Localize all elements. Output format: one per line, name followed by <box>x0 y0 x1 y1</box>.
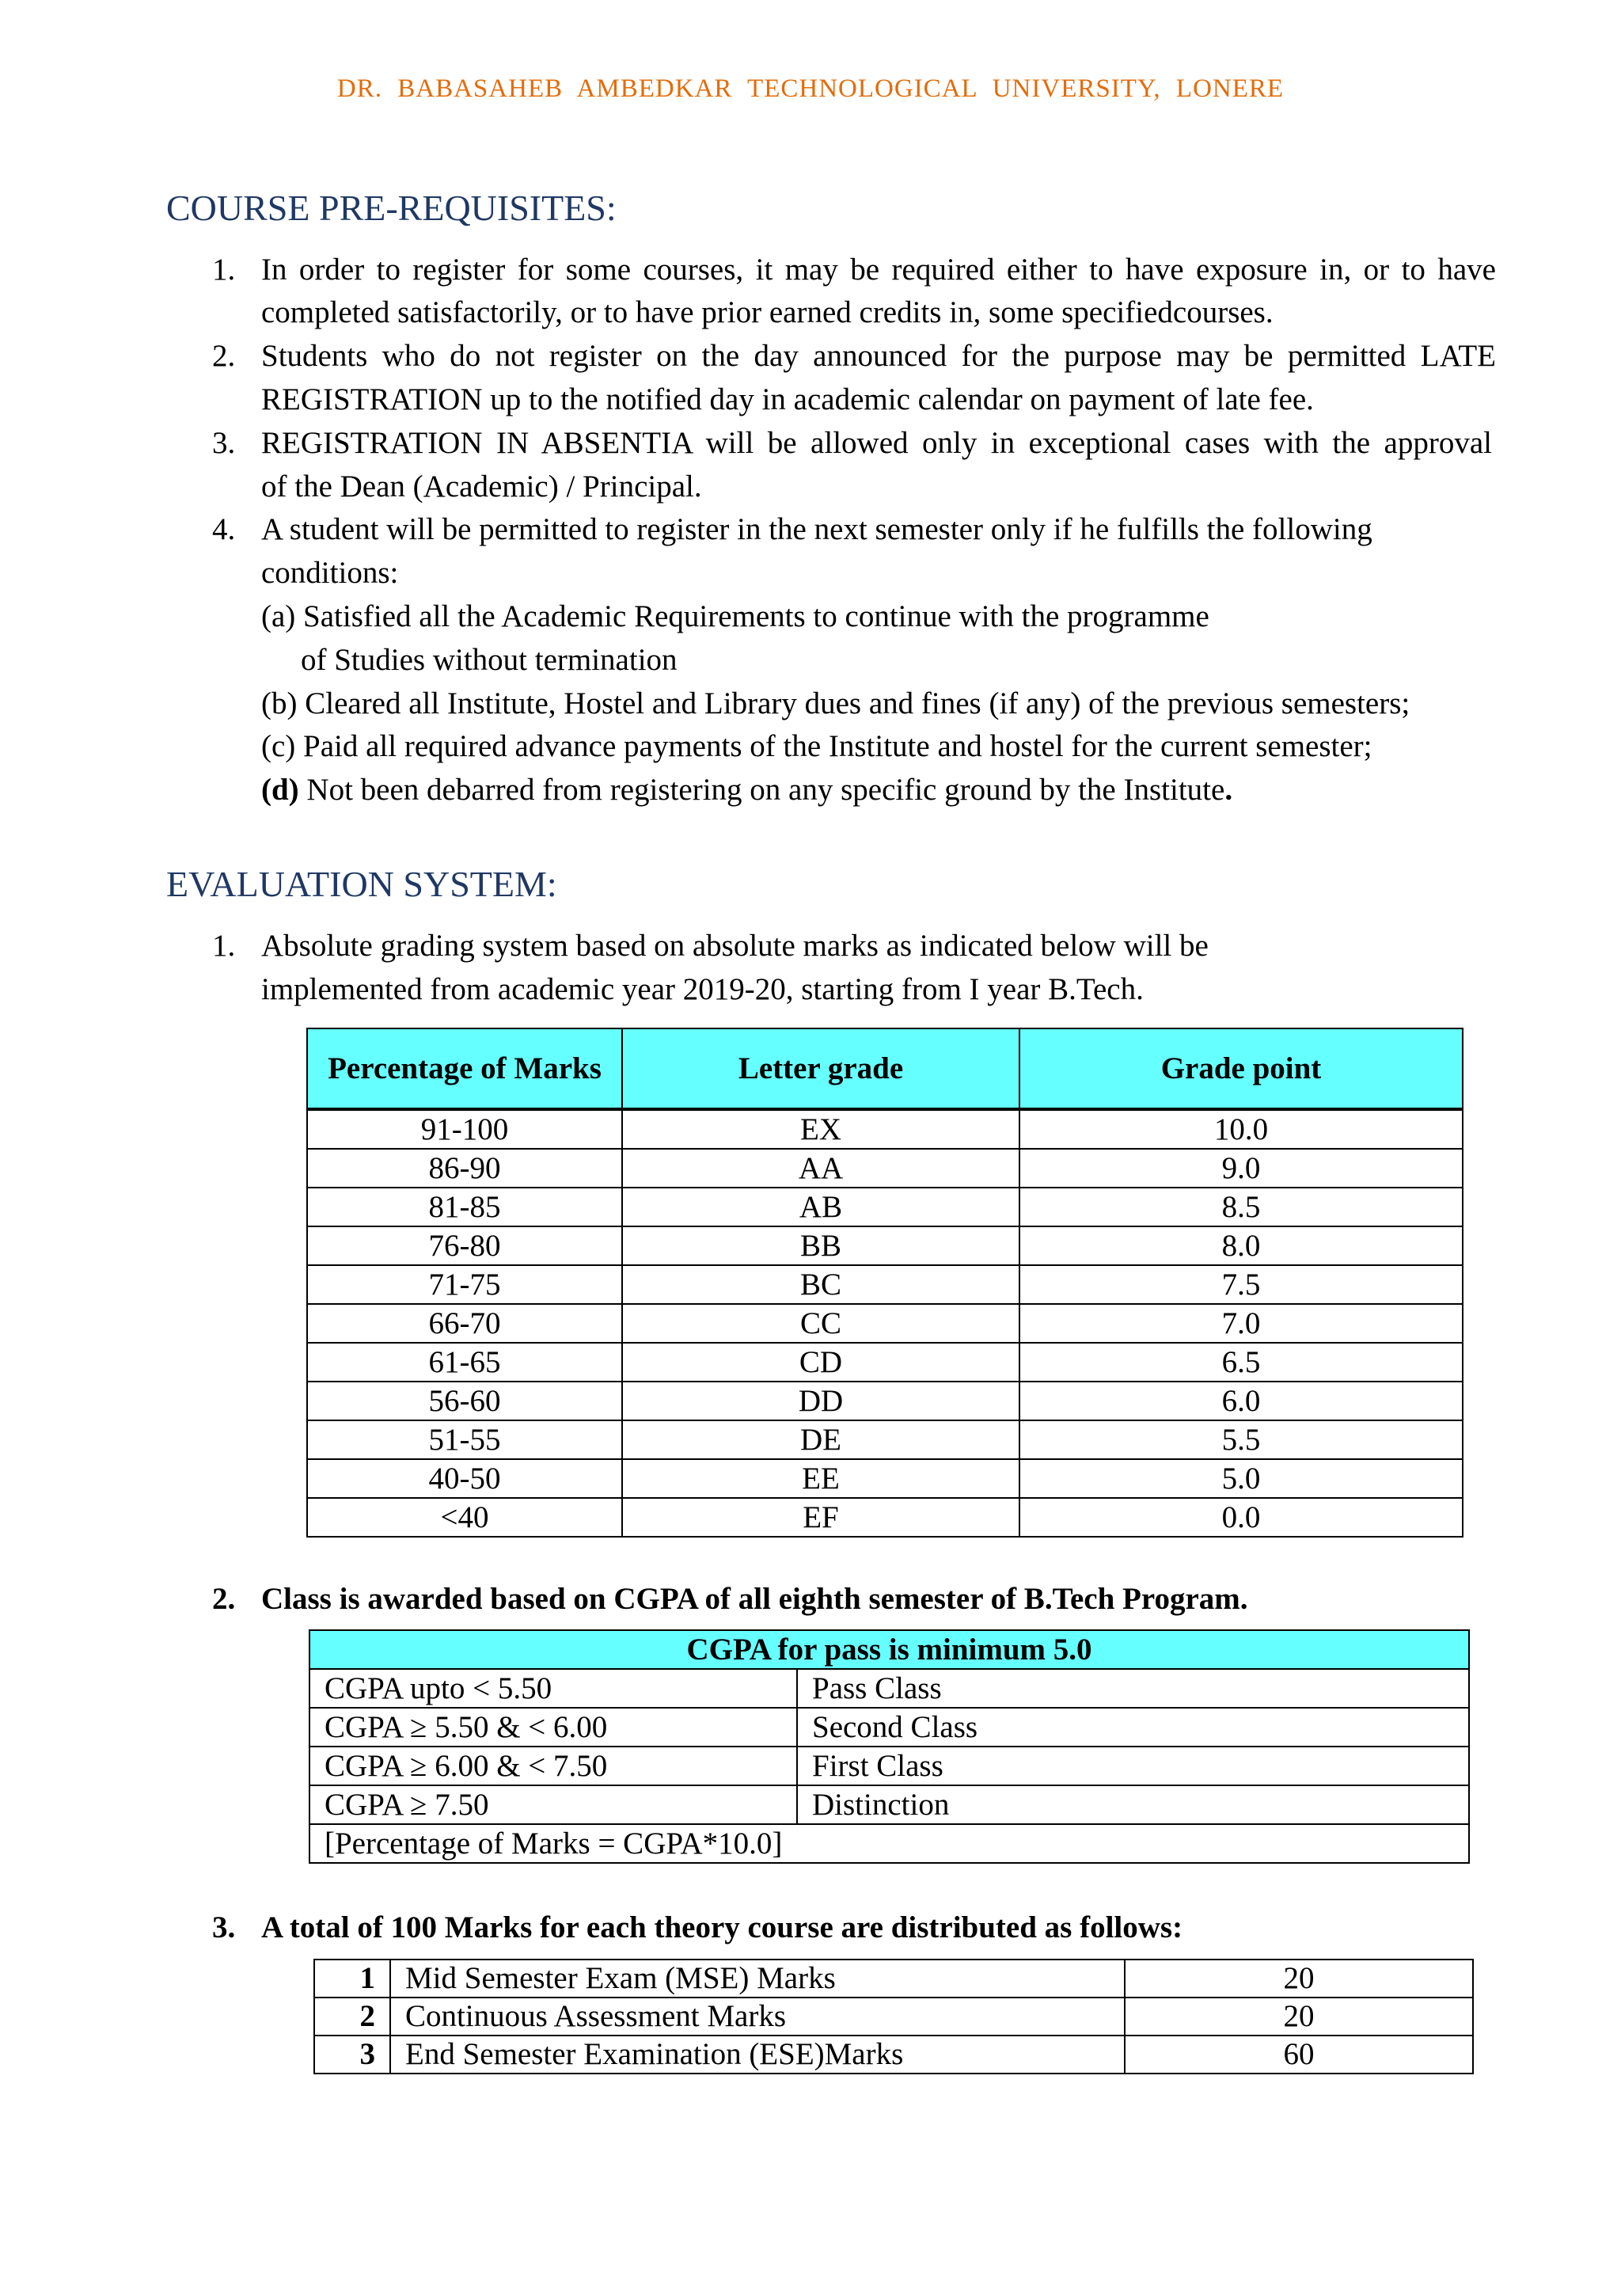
table-cell: Distinction <box>797 1785 1469 1824</box>
list-item-line: Absolute grading system based on absolute marks as indicated below will be <box>261 929 1209 963</box>
table-cell: <40 <box>307 1498 622 1537</box>
table-cell: 81-85 <box>307 1188 622 1226</box>
table-cell: 20 <box>1125 1960 1473 1998</box>
table-cell: EE <box>622 1459 1019 1498</box>
condition-b: (b) Cleared all Institute, Hostel and Library dues and fines (if any) of the previous semesters; <box>261 686 1410 720</box>
list-number: 4. <box>212 512 236 546</box>
table-row <box>307 1188 1463 1226</box>
table-cell: First Class <box>797 1747 1469 1785</box>
table-cell: Mid Semester Exam (MSE) Marks <box>390 1960 1125 1998</box>
table-row <box>309 1824 1469 1863</box>
list-number: 3. <box>212 1910 236 1944</box>
table-cell: 5.5 <box>1019 1420 1463 1459</box>
list-item-line: REGISTRATION up to the notified day in academic calendar on payment of late fee. <box>261 382 1314 416</box>
condition-d-label: (d) <box>261 773 299 807</box>
table-cell: Pass Class <box>797 1669 1469 1708</box>
table-cell: 91-100 <box>307 1109 622 1149</box>
table-cell: 1 <box>314 1960 390 1998</box>
table-cell: DE <box>622 1420 1019 1459</box>
table-row <box>314 2036 1473 2074</box>
table-cell: 5.0 <box>1019 1459 1463 1498</box>
table-footer-cell: [Percentage of Marks = CGPA*10.0] <box>309 1824 1469 1863</box>
list-number: 1. <box>212 253 236 287</box>
table-header-row <box>307 1028 1463 1109</box>
table-cell: EF <box>622 1498 1019 1537</box>
table-row <box>307 1459 1463 1498</box>
list-item-line: completed satisfactorily, or to have prior earned credits in, some specifiedcourses. <box>261 295 1274 329</box>
table-row <box>307 1498 1463 1537</box>
table-cell: 10.0 <box>1019 1109 1463 1149</box>
section-title-prerequisites: COURSE PRE-REQUISITES: <box>166 188 617 228</box>
table-cell: CC <box>622 1304 1019 1343</box>
list-number: 1. <box>212 929 236 963</box>
table-cell: 76-80 <box>307 1226 622 1265</box>
table-row <box>307 1382 1463 1420</box>
table-cell: DD <box>622 1382 1019 1420</box>
table-row <box>309 1708 1469 1747</box>
table-cell: 60 <box>1125 2036 1473 2074</box>
table-cell: 7.5 <box>1019 1265 1463 1304</box>
list-item-line: implemented from academic year 2019-20, starting from I year B.Tech. <box>261 972 1144 1006</box>
list-item-line: of the Dean (Academic) / Principal. <box>261 469 702 504</box>
table-row <box>309 1669 1469 1708</box>
table-cell: 7.0 <box>1019 1304 1463 1343</box>
table-header-cell: Letter grade <box>622 1028 1019 1109</box>
table-row <box>307 1265 1463 1304</box>
table-cell: 0.0 <box>1019 1498 1463 1537</box>
condition-a-cont: of Studies without termination <box>301 643 678 677</box>
table-cell: 2 <box>314 1998 390 2036</box>
cgpa-class-table <box>309 1629 1470 1864</box>
table-cell: 71-75 <box>307 1265 622 1304</box>
list-item-line: In order to register for some courses, it may be required either to have exposure in, or to have <box>261 253 1496 287</box>
table-cell: 8.0 <box>1019 1226 1463 1265</box>
list-number: 3. <box>212 426 236 460</box>
condition-c: (c) Paid all required advance payments of the Institute and hostel for the current semester; <box>261 729 1372 763</box>
table-cell: End Semester Examination (ESE)Marks <box>390 2036 1125 2074</box>
condition-d-end: . <box>1224 773 1233 807</box>
list-item-line: A student will be permitted to register in the next semester only if he fulfills the following <box>261 512 1372 546</box>
table-cell: CGPA ≥ 7.50 <box>309 1785 797 1824</box>
table-cell: 66-70 <box>307 1304 622 1343</box>
condition-d <box>261 772 1232 808</box>
table-row <box>314 1960 1473 1998</box>
table-cell: 51-55 <box>307 1420 622 1459</box>
table-cell: AA <box>622 1149 1019 1188</box>
table-cell: BC <box>622 1265 1019 1304</box>
condition-a: (a) Satisfied all the Academic Requirements to continue with the programme <box>261 599 1209 633</box>
table-row <box>309 1747 1469 1785</box>
table-header-cell: Percentage of Marks <box>307 1028 622 1109</box>
table-cell: AB <box>622 1188 1019 1226</box>
table-row <box>309 1785 1469 1824</box>
table-row <box>307 1109 1463 1149</box>
marks-distribution-table <box>313 1959 1474 2074</box>
table-cell: 6.0 <box>1019 1382 1463 1420</box>
table-header-row <box>309 1630 1469 1669</box>
grade-table <box>306 1028 1463 1538</box>
table-cell: 9.0 <box>1019 1149 1463 1188</box>
table-cell: 20 <box>1125 1998 1473 2036</box>
table-row <box>307 1226 1463 1265</box>
list-item-line: REGISTRATION IN ABSENTIA will be allowed only in exceptional cases with the approval <box>261 426 1492 460</box>
section-title-evaluation: EVALUATION SYSTEM: <box>166 864 557 904</box>
list-number: 2. <box>212 339 236 373</box>
table-cell: BB <box>622 1226 1019 1265</box>
table-row <box>314 1998 1473 2036</box>
table-cell: CD <box>622 1343 1019 1382</box>
table-cell: 3 <box>314 2036 390 2074</box>
table-row <box>307 1149 1463 1188</box>
table-row <box>307 1343 1463 1382</box>
table-row <box>307 1304 1463 1343</box>
table-row <box>307 1420 1463 1459</box>
table-cell: Continuous Assessment Marks <box>390 1998 1125 2036</box>
table-cell: CGPA ≥ 5.50 & < 6.00 <box>309 1708 797 1747</box>
table-cell: Second Class <box>797 1708 1469 1747</box>
table-cell: CGPA ≥ 6.00 & < 7.50 <box>309 1747 797 1785</box>
list-item-line: conditions: <box>261 556 399 590</box>
list-item-line: A total of 100 Marks for each theory course are distributed as follows: <box>261 1910 1183 1944</box>
list-number: 2. <box>212 1582 236 1616</box>
table-cell: EX <box>622 1109 1019 1149</box>
table-cell: 61-65 <box>307 1343 622 1382</box>
list-item-line: Students who do not register on the day announced for the purpose may be permitted LATE <box>261 339 1496 373</box>
table-header-cell: Grade point <box>1019 1028 1463 1109</box>
table-cell: 40-50 <box>307 1459 622 1498</box>
list-item-line: Class is awarded based on CGPA of all eighth semester of B.Tech Program. <box>261 1582 1248 1616</box>
table-cell: 6.5 <box>1019 1343 1463 1382</box>
table-cell: 8.5 <box>1019 1188 1463 1226</box>
table-cell: 56-60 <box>307 1382 622 1420</box>
condition-d-text: Not been debarred from registering on any specific ground by the Institute <box>298 773 1225 807</box>
table-header-cell: CGPA for pass is minimum 5.0 <box>309 1630 1469 1669</box>
university-header: DR. BABASAHEB AMBEDKAR TECHNOLOGICAL UNIVERSITY, LONERE <box>336 74 1285 103</box>
table-cell: CGPA upto < 5.50 <box>309 1669 797 1708</box>
table-cell: 86-90 <box>307 1149 622 1188</box>
